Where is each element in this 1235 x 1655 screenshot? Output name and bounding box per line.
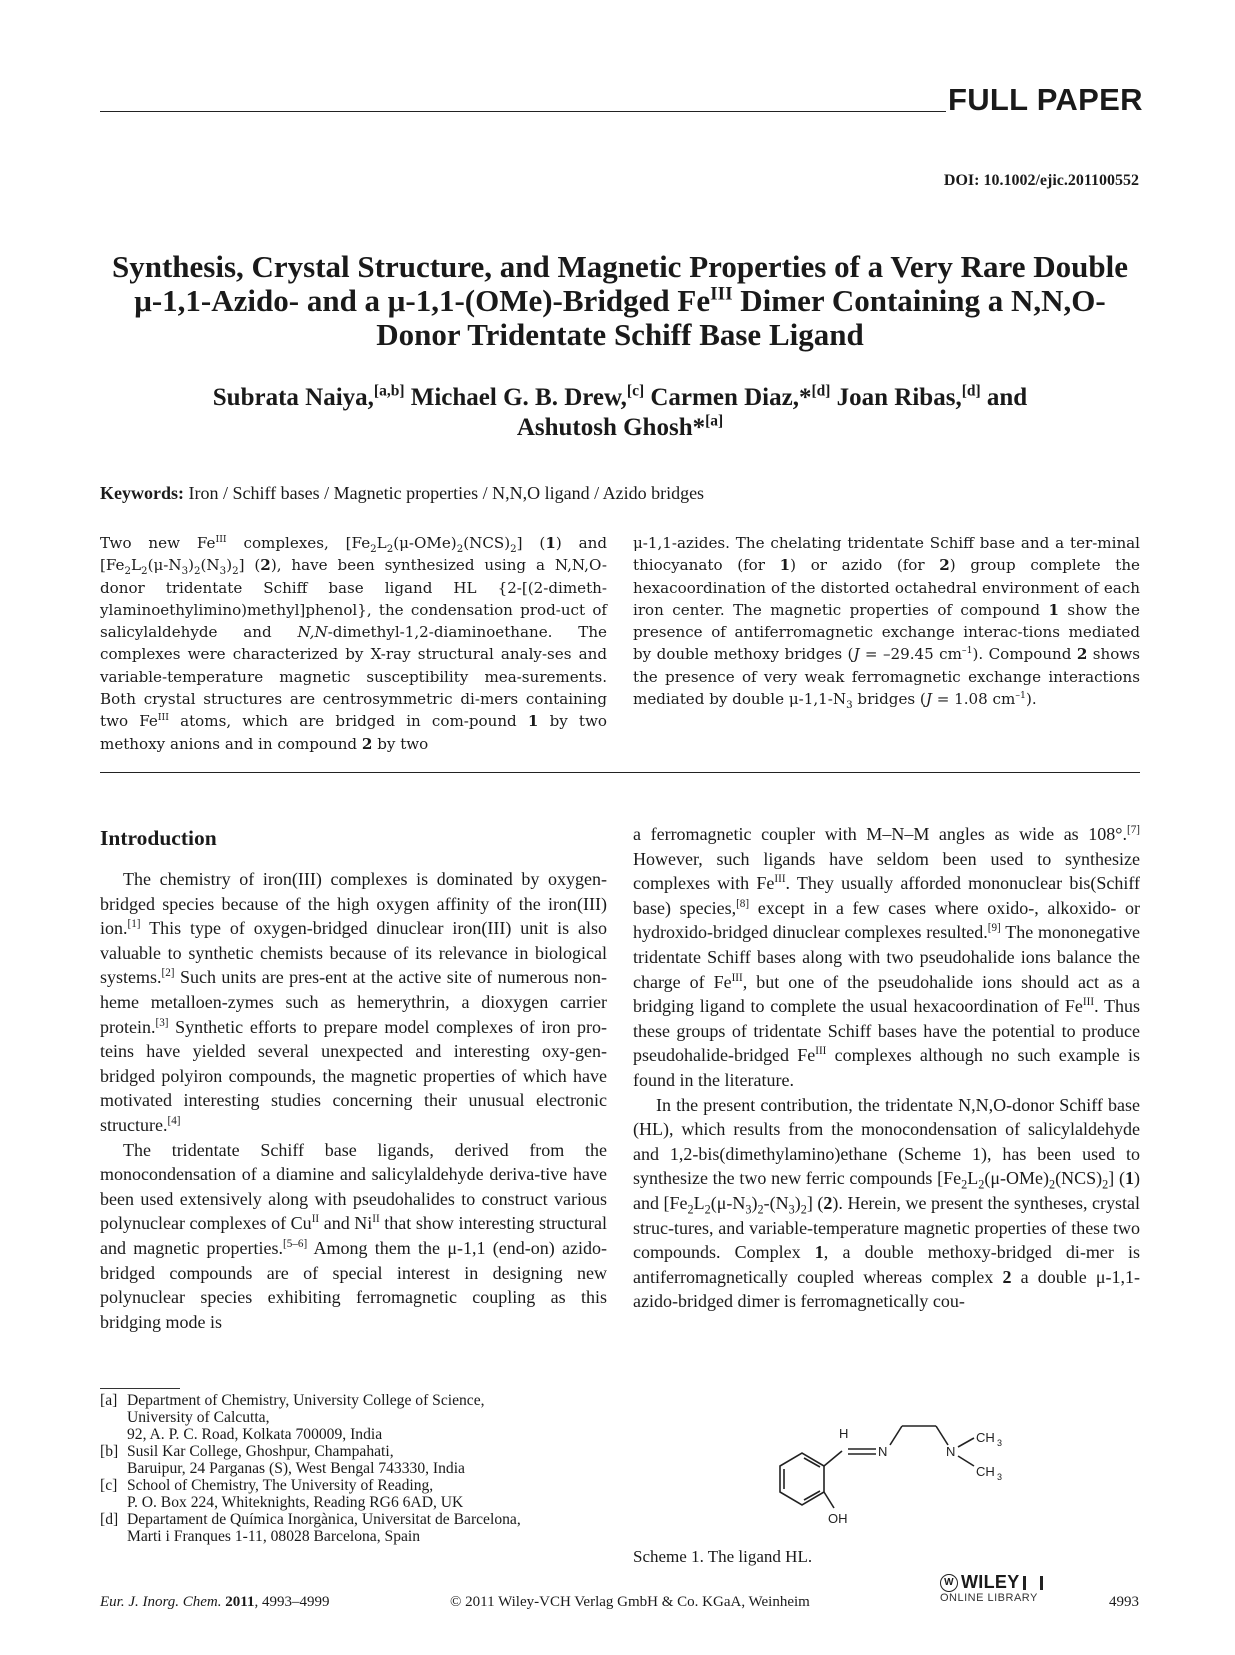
citation[interactable]: [7] [1126, 824, 1140, 836]
title-line: Donor Tridentate Schiff Base Ligand [376, 317, 864, 352]
citation[interactable]: [4] [167, 1114, 181, 1127]
citation[interactable]: [5–6] [283, 1237, 308, 1250]
body-column-left [100, 867, 607, 1334]
footnote: [b] Susil Kar College, Ghoshpur, Champahati, Baruipur, 24 Parganas (S), West Bengal 743330, India [100, 1443, 465, 1477]
footnote-rule [100, 1388, 180, 1389]
author-name[interactable]: Subrata Naiya, [212, 384, 374, 411]
library-books-icon [1023, 1576, 1043, 1590]
author-name[interactable]: Michael G. B. Drew, [404, 384, 627, 411]
section-heading: Introduction [100, 826, 217, 850]
citation[interactable]: [3] [155, 1016, 169, 1029]
footnote: [a] Department of Chemistry, University College of Science, University of Calcutta, 92, A. P. C. Road, Kolkata 700009, India [100, 1392, 485, 1443]
author-affiliation: [c] [626, 382, 645, 400]
citation[interactable]: [2] [161, 967, 175, 980]
methyl-label: CH [976, 1430, 995, 1445]
affiliation-footnotes [100, 1392, 620, 1545]
section-label: FULL PAPER [948, 82, 1143, 117]
body-column-right [633, 822, 1140, 1314]
page-number: 4993 [1109, 1594, 1139, 1610]
keywords [100, 483, 704, 504]
svg-text:3: 3 [997, 1472, 1003, 1482]
author-affiliation: [a,b] [373, 382, 405, 400]
paragraph: The tridentate Schiff base ligands, derived from the monocondensation of a diamine and salicylaldehyde deriva-tive have been used extensively along with pseudohalides to construct various polynuclear complexes of $Cu^{II}$ and $Ni^{II}$ that show interesting structural and magnetic properties.[5–6] Among them the μ-1,1 (end-on) azido-bridged compounds are of special interest in designing new polynuclear species exhibiting ferromagnetic coupling as this bridging mode is [100, 1139, 607, 1332]
paragraph: a ferromagnetic coupler with M–N–M angles as wide as 108°.[7] However, such ligands have seldom been used to synthesize complexes with $Fe^{III}$. They usually afforded mononuclear bis(Schiff base) species,[8] except in a few cases where oxido-, alkoxido- or hydroxido-bridged dinuclear complexes resulted.[9] The mononegative tridentate Schiff bases along with two pseudohalide ions balance the charge of $Fe^{III}$, but one of the pseudohalide ions should act as a bridging ligand to complete the usual hexacoordination of $Fe^{III}$. Thus these groups of tridentate Schiff bases have the potential to produce pseudohalide-bridged $Fe^{III}$ complexes although no such example is found in the literature. [633, 824, 1141, 1090]
doi[interactable]: DOI: 10.1002/ejic.201100552 [943, 172, 1139, 189]
journal-citation: Eur. J. Inorg. Chem. 2011, 4993–4999 [100, 1594, 330, 1610]
citation[interactable]: [1] [127, 918, 141, 931]
nitrogen-label: N [878, 1444, 888, 1459]
citation[interactable]: [9] [987, 922, 1001, 935]
wiley-logo[interactable]: W WILEY ONLINE LIBRARY [940, 1572, 1050, 1612]
wiley-seal-icon: W [940, 1574, 958, 1592]
citation[interactable]: [8] [736, 897, 750, 910]
abstract-right: μ-1,1-azides. The chelating tridentate Schiff base and a ter-minal thiocyanato (for 1) or azido (for 2) group complete the hexacoordination of the distorted octahedral environment of each iron center. The magnetic properties of compound 1 show the presence of antiferromagnetic exchange interac-tions mediated by double methoxy bridges (J = –29.45 $cm^{-1}$). Compound 2 shows the presence of very weak ferromagnetic exchange interactions mediated by double $\mu-1,1-N_3$ bridges (J = 1.08 $cm^{-1}$). [633, 534, 1140, 712]
svg-text:3: 3 [997, 1438, 1003, 1448]
ligand-structure-scheme [740, 1400, 1020, 1532]
title-line: Synthesis, Crystal Structure, and Magnetic Properties of a Very Rare Double [111, 249, 1129, 284]
author-name[interactable]: Joan Ribas, [830, 384, 962, 411]
abstract-rule [100, 772, 1140, 773]
hydroxyl-label: OH [828, 1511, 848, 1526]
author-name[interactable]: Ashutosh Ghosh* [516, 414, 706, 441]
author-affiliation: [d] [811, 382, 831, 400]
footnote: [d] Departament de Química Inorgànica, Universitat de Barcelona, Marti i Franques 1-11, 08028 Barcelona, Spain [100, 1511, 521, 1545]
header-rule [100, 111, 946, 112]
methyl-label: CH [976, 1464, 995, 1479]
abstract-left: Two new $Fe^{III}$ complexes, $[Fe_2L_2(\mu-OMe)_2(NCS)_2]$ (1) and $[Fe_2L_2(\mu-N_3)_2(N_3)_2]$ (2), have been synthesized using a N,N,O-donor tridentate Schiff base ligand HL {2-[(2-dimeth-ylaminoethylimino)methyl]phenol}, the condensation prod-uct of salicylaldehyde and N,N-dimethyl-1,2-diaminoethane. The complexes were characterized by X-ray structural analy-ses and variable-temperature magnetic susceptibility mea-surements. Both crystal structures are centrosymmetric di-mers containing two $Fe^{III}$ atoms, which are bridged in com-pound 1 by two methoxy anions and in compound 2 by two [100, 533, 608, 753]
title-line: μ-1,1-Azido- and a μ-1,1-(OMe)-Bridged $Fe^{III}$ Dimer Containing a N,N,O- [134, 283, 1106, 318]
nitrogen-label: N [946, 1444, 956, 1459]
keywords-text: Iron / Schiff bases / Magnetic properties / N,N,O ligand / Azido bridges [184, 483, 705, 503]
paragraph: The chemistry of iron(III) complexes is dominated by oxygen-bridged species because of the high oxygen affinity of the iron(III) ion.[1] This type of oxygen-bridged dinuclear iron(III) unit is also valuable to synthetic chemists because of its relevance in biological systems.[2] Such units are pres-ent at the active site of numerous non-heme metalloen-zymes such as hemerythrin, a dioxygen carrier protein.[3] Synthetic efforts to prepare model complexes of iron pro-teins have yielded several unexpected and interesting oxy-gen-bridged polyiron compounds, the magnetic properties of which have motivated interesting studies concerning their unusual electronic structure.[4] [100, 869, 607, 1135]
copyright: © 2011 Wiley-VCH Verlag GmbH & Co. KGaA, Weinheim [450, 1594, 810, 1610]
paragraph: In the present contribution, the tridentate N,N,O-donor Schiff base (HL), which results from the monocondensation of salicylaldehyde and 1,2-bis(dimethylamino)ethane (Scheme 1), has been used to synthesize the two new ferric compounds $[Fe_2L_2(\mu-OMe)_2(NCS)_2]$ (1) and $[Fe_2L_2(\mu-N_3)_2-(N_3)_2]$ (2). Herein, we present the syntheses, crystal struc-tures, and variable-temperature magnetic properties of these two compounds. Complex 1, a double methoxy-bridged di-mer is antiferromagnetically coupled whereas complex 2 a double μ-1,1-azido-bridged dimer is ferromagnetically cou- [633, 1094, 1140, 1312]
keywords-label: Keywords: [100, 483, 184, 503]
author-affiliation: [a] [705, 412, 724, 430]
paper-title [100, 250, 1140, 352]
author-name[interactable]: Carmen Diaz,* [644, 384, 812, 411]
footnote: [c] School of Chemistry, The University of Reading, P. O. Box 224, Whiteknights, Reading RG6 6AD, UK [100, 1477, 464, 1511]
hydrogen-label: H [839, 1426, 849, 1441]
scheme-caption: Scheme 1. The ligand HL. [633, 1547, 813, 1566]
author-list [100, 383, 1140, 443]
author-conjunction: and [980, 384, 1028, 411]
author-affiliation: [d] [961, 382, 981, 400]
